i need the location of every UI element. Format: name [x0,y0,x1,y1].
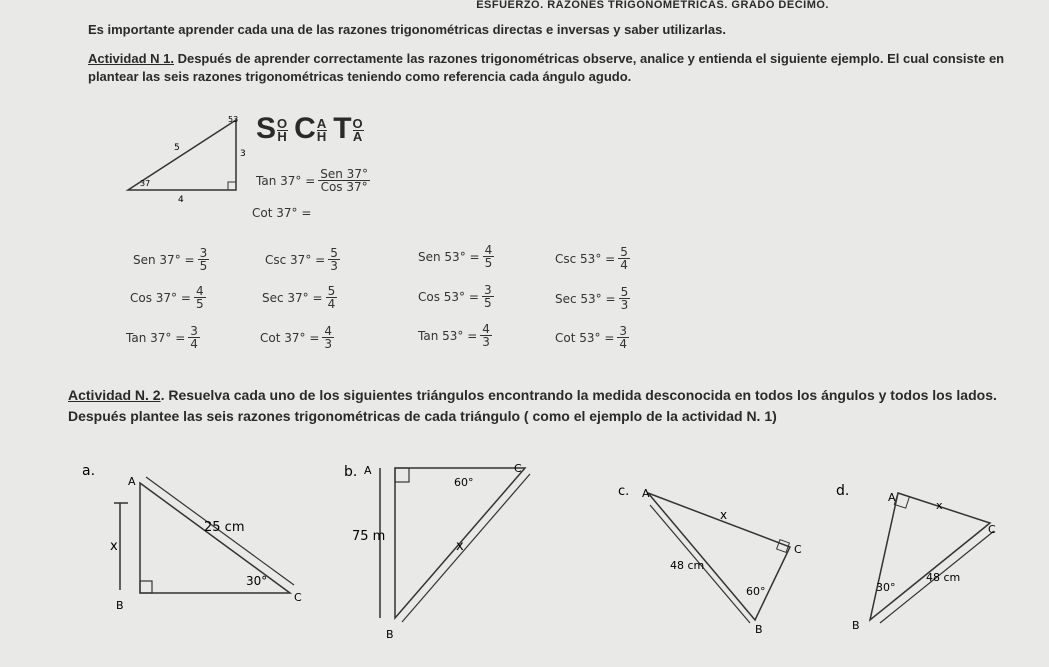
example-side-right: 3 [240,149,246,159]
triangle-b-vertex-b: B [386,628,394,641]
triangle-d-label: d. [836,483,850,499]
ratio-sec53: Sec 53° = $\frac{5}{3}$ [555,285,629,312]
ratio-tan53: Tan 53° = $\frac{4}{3}$ [418,322,490,349]
ratio-sec37: Sec 37° = $\frac{5}{4}$ [262,284,336,311]
example-side-bottom: 4 [178,195,184,202]
triangle-c-vertex-b: B [755,623,763,635]
tan-line: Tan 37° = Sen 37° Cos 37° [256,167,368,194]
ratio-cos53: Cos 53° = $\frac{3}{5}$ [418,283,492,310]
mnemonic-s-frac: $\frac{O}{H}$ [277,115,289,144]
triangle-d-side: x [936,499,943,512]
triangle-a-angle: 30° [246,574,268,588]
triangle-d-vertex-b: B [852,619,860,632]
triangle-b-hyp: x [456,539,464,554]
ratio-sen37: Sen 37° = $\frac{3}{5}$ [133,246,208,273]
triangle-a [80,455,320,630]
ratio-csc37: Csc 37° = $\frac{5}{3}$ [265,246,338,273]
triangle-d-vertex-c: C [988,523,996,536]
ratio-cos37: Cos 37° = $\frac{4}{5}$ [130,284,204,311]
triangle-b-angle: 60° [454,476,474,489]
mnemonic-t-frac: $\frac{O}{A}$ [352,115,364,144]
activity-1 [88,50,1018,86]
triangle-c-hyp: 48 cm [670,559,705,572]
mnemonic-c: C [294,112,317,145]
triangle-c-vertex-c: C [794,543,802,556]
triangle-b-label: b. [344,464,358,480]
intro-text: Es importante aprender cada una de las razones trigonométricas directas e inversas y saber utilizarlas. [88,22,726,37]
ratio-csc53: Csc 53° = $\frac{5}{4}$ [555,245,628,272]
triangle-c [610,475,810,635]
mnemonic-s: S [256,112,278,145]
triangle-a-label: a. [82,463,96,479]
page-header: ESFUERZO. RAZONES TRIGONOMÉTRICAS. GRADO DÉCIMO. [476,0,829,10]
example-angle-left: 37 [140,179,151,188]
triangle-c-side: x [720,508,728,522]
activity-2-label: Actividad N. 2 [68,387,161,403]
example-angle-top: 53 [228,115,239,124]
triangle-a-vertex-a: A [128,475,136,488]
example-triangle [118,112,258,202]
ratio-cot37: Cot 37° = $\frac{4}{3}$ [260,324,333,351]
triangle-a-side: x [110,539,118,554]
triangle-a-vertex-b: B [116,599,124,612]
ratio-tan37: Tan 37° = $\frac{3}{4}$ [126,324,198,351]
triangle-b-side: 75 m [352,529,386,544]
activity-2 [68,385,1028,427]
activity-2-text: . Resuelva cada uno de los siguientes triángulos encontrando la medida desconocida en todos los ángulos y todos los lados. Después plantee las seis razones trigonométricas de cada triángulo ( como el ejemplo de la actividad N. 1) [68,387,997,424]
triangle-c-label: c. [618,484,630,499]
triangle-d-vertex-a: A [888,491,896,504]
triangle-d-hyp: 48 cm [926,571,961,584]
ratio-sen53: Sen 53° = $\frac{4}{5}$ [418,243,493,270]
triangle-c-angle: 60° [746,585,766,598]
triangle-b-vertex-c: C [514,462,522,475]
triangle-d [830,475,1040,635]
mnemonic-t: T [333,112,353,145]
triangle-a-vertex-c: C [294,591,302,604]
triangle-b [340,458,540,648]
activity-1-text: Después de aprender correctamente las razones trigonométricas observe, analice y entienda el siguiente ejemplo. El cual consiste en plantear las seis razones trigonométricas teniendo como referencia cada ángulo agudo. [88,51,1005,84]
ratio-cot53: Cot 53° = $\frac{3}{4}$ [555,324,628,351]
activity-1-label: Actividad N 1. [88,51,174,66]
example-side-hyp: 5 [174,143,180,153]
soh-cah-toa [256,112,370,146]
triangle-b-vertex-a: A [364,464,372,477]
triangle-c-vertex-a: A [642,487,650,500]
triangle-d-angle: 30° [876,581,896,594]
triangle-a-hyp: 25 cm [204,520,245,535]
mnemonic-c-frac: $\frac{A}{H}$ [316,115,328,144]
cot-line: Cot 37° = [252,206,312,220]
